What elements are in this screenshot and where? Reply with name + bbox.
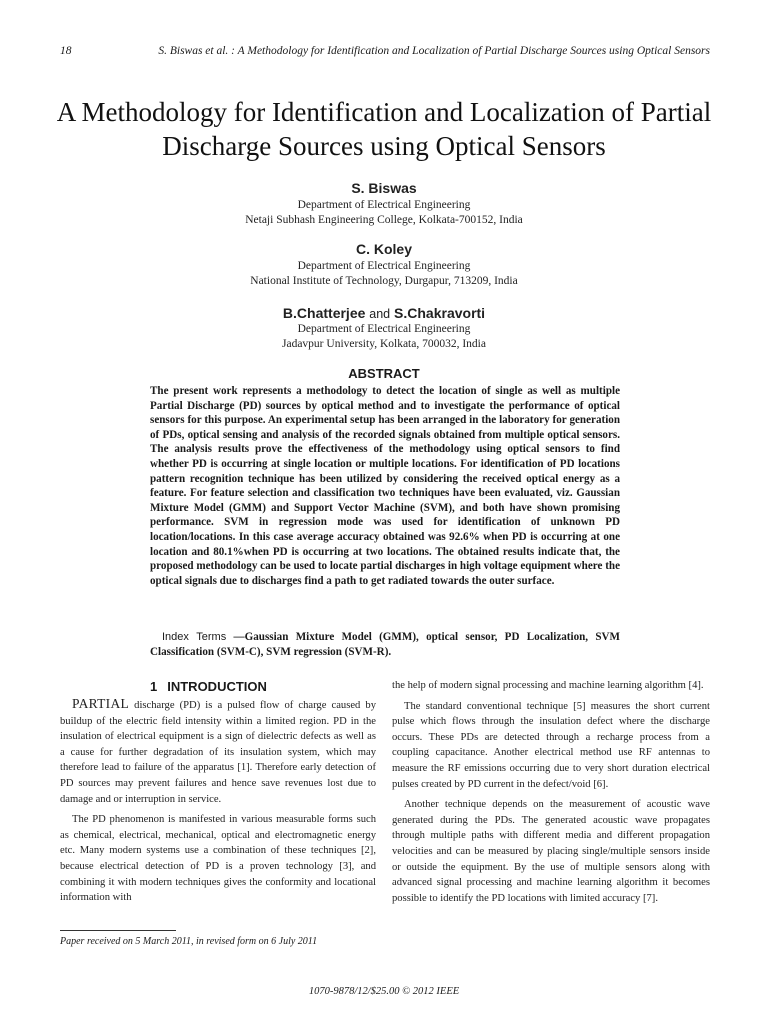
author-name: C. Koley xyxy=(355,241,412,257)
author-name: S.Chakravorti xyxy=(394,305,486,321)
paragraph: The standard conventional technique [5] measures the short current pulse which flows through the insulation defect where the discharge occurs. These PDs are detected through a recharge process from a coupling capacitance. Another electrical method use RF antennas to measure the RF emissions occurring due to very short duration electrical pulses created by PD current in the defect/void [6]. xyxy=(392,700,710,790)
paper-title: A Methodology for Identification and Localization of Partial Discharge Sources using Optical Sensors xyxy=(56,97,712,161)
author-names-line xyxy=(84,305,684,321)
paragraph xyxy=(60,696,376,807)
index-terms-label: Index Terms xyxy=(162,631,227,643)
paragraph: Another technique depends on the measurement of acoustic wave generated during the PDs. The generated acoustic wave propagates through multiple paths with different media and different propagation velocities and can be measured by placing single/multiple sensors inside or outside the equipment. By the use of multiple sensors along with advanced signal processing and machine learning algorithm it becomes possible to identify the PD locations with limited accuracy [7]. xyxy=(392,799,710,904)
paragraph: the help of modern signal processing and machine learning algorithm [4]. xyxy=(392,680,704,691)
running-head xyxy=(60,45,710,61)
index-terms-text: Gaussian Mixture Model (GMM), optical sensor, PD Localization, SVM Classification (SVM-C), SVM regression (SVM-R). xyxy=(150,631,621,658)
left-column xyxy=(60,696,376,906)
page-number: 18 xyxy=(60,45,72,57)
author-institution: Netaji Subhash Engineering College, Kolkata-700152, India xyxy=(245,214,523,226)
footnote-rule xyxy=(60,930,176,931)
section-heading xyxy=(150,679,267,694)
footer-copyright: 1070-9878/12/$25.00 © 2012 IEEE xyxy=(308,986,460,997)
author-name: S. Biswas xyxy=(351,180,417,196)
author-affiliation xyxy=(84,198,684,228)
author-department: Department of Electrical Engineering xyxy=(297,260,471,272)
author-affiliation xyxy=(84,259,684,289)
author-name: B.Chatterjee xyxy=(282,305,366,321)
paragraph: The PD phenomenon is manifested in various measurable forms such as chemical, electrical, mechanical, optical and electromagnetic energy etc. Many modern systems use a combination of these techniques [2], because electrical detection of PD is a proven technology [3], and combining it with modern techniques gives the conformity and locational information with xyxy=(60,814,376,904)
author-institution: National Institute of Technology, Durgapur, 713209, India xyxy=(250,275,518,287)
section-number: 1 xyxy=(150,679,158,694)
right-column xyxy=(392,678,710,906)
abstract-body: The present work represents a methodology to detect the location of single as well as multiple Partial Discharge (PD) sources by optical method and to investigate the performance of optical sensors for this purpose. An experimental setup has been arranged in the laboratory for generation of PDs, optical sensing and analysis of the recorded signals obtained from multiple optical sensors. The analysis results prove the effectiveness of the methodology using optical sensors to find whether PD is occurring at single location or multiple locations. For identification of PD locations pattern recognition technique has been utilized by considering the received optical energy as a feature. For feature selection and classification two techniques have been evaluated, viz. Gaussian Mixture Model (GMM) and Support Vector Machine (SVM), and both have shown promising performance. SVM in regression mode was used for identification of unknown PD location/locations. In this case average accuracy obtained was 92.6% when PD is occurring at one location and 80.1%when PD is occurring at two locations. The obtained results indicate that, the proposed methodology can be used to locate partial discharges in high voltage equipment where the optical signals due to discharges find a path to get radiated towards the outer surface. xyxy=(150,385,620,587)
section-title: INTRODUCTION xyxy=(167,679,267,694)
running-title: S. Biswas et al. : A Methodology for Identification and Localization of Partial Discharge Sources using Optical Sensors xyxy=(158,45,710,57)
footnote: Paper received on 5 March 2011, in revised form on 6 July 2011 xyxy=(60,936,318,947)
author-department: Department of Electrical Engineering xyxy=(297,199,471,211)
abstract-heading: ABSTRACT xyxy=(348,366,420,381)
author-institution: Jadavpur University, Kolkata, 700032, India xyxy=(282,338,486,350)
index-terms-dash: — xyxy=(226,631,245,643)
author-department: Department of Electrical Engineering xyxy=(297,323,471,335)
paragraph-text: discharge (PD) is a pulsed flow of charge caused by buildup of the electric field intensity within a limited region. PD in the insulation of electrical equipment is a sign of dielectric defects as well as a cause for further degradation of its insulation system, which may therefore lead to failure of the apparatus [1]. Therefore early detection of PD sources may prevent failures and hence save revenues lost due to damage and or interruption in service. xyxy=(60,700,376,805)
author-conjunction: and xyxy=(369,307,391,321)
index-terms xyxy=(150,630,620,660)
lead-word: PARTIAL xyxy=(72,696,130,711)
author-affiliation xyxy=(84,322,684,352)
